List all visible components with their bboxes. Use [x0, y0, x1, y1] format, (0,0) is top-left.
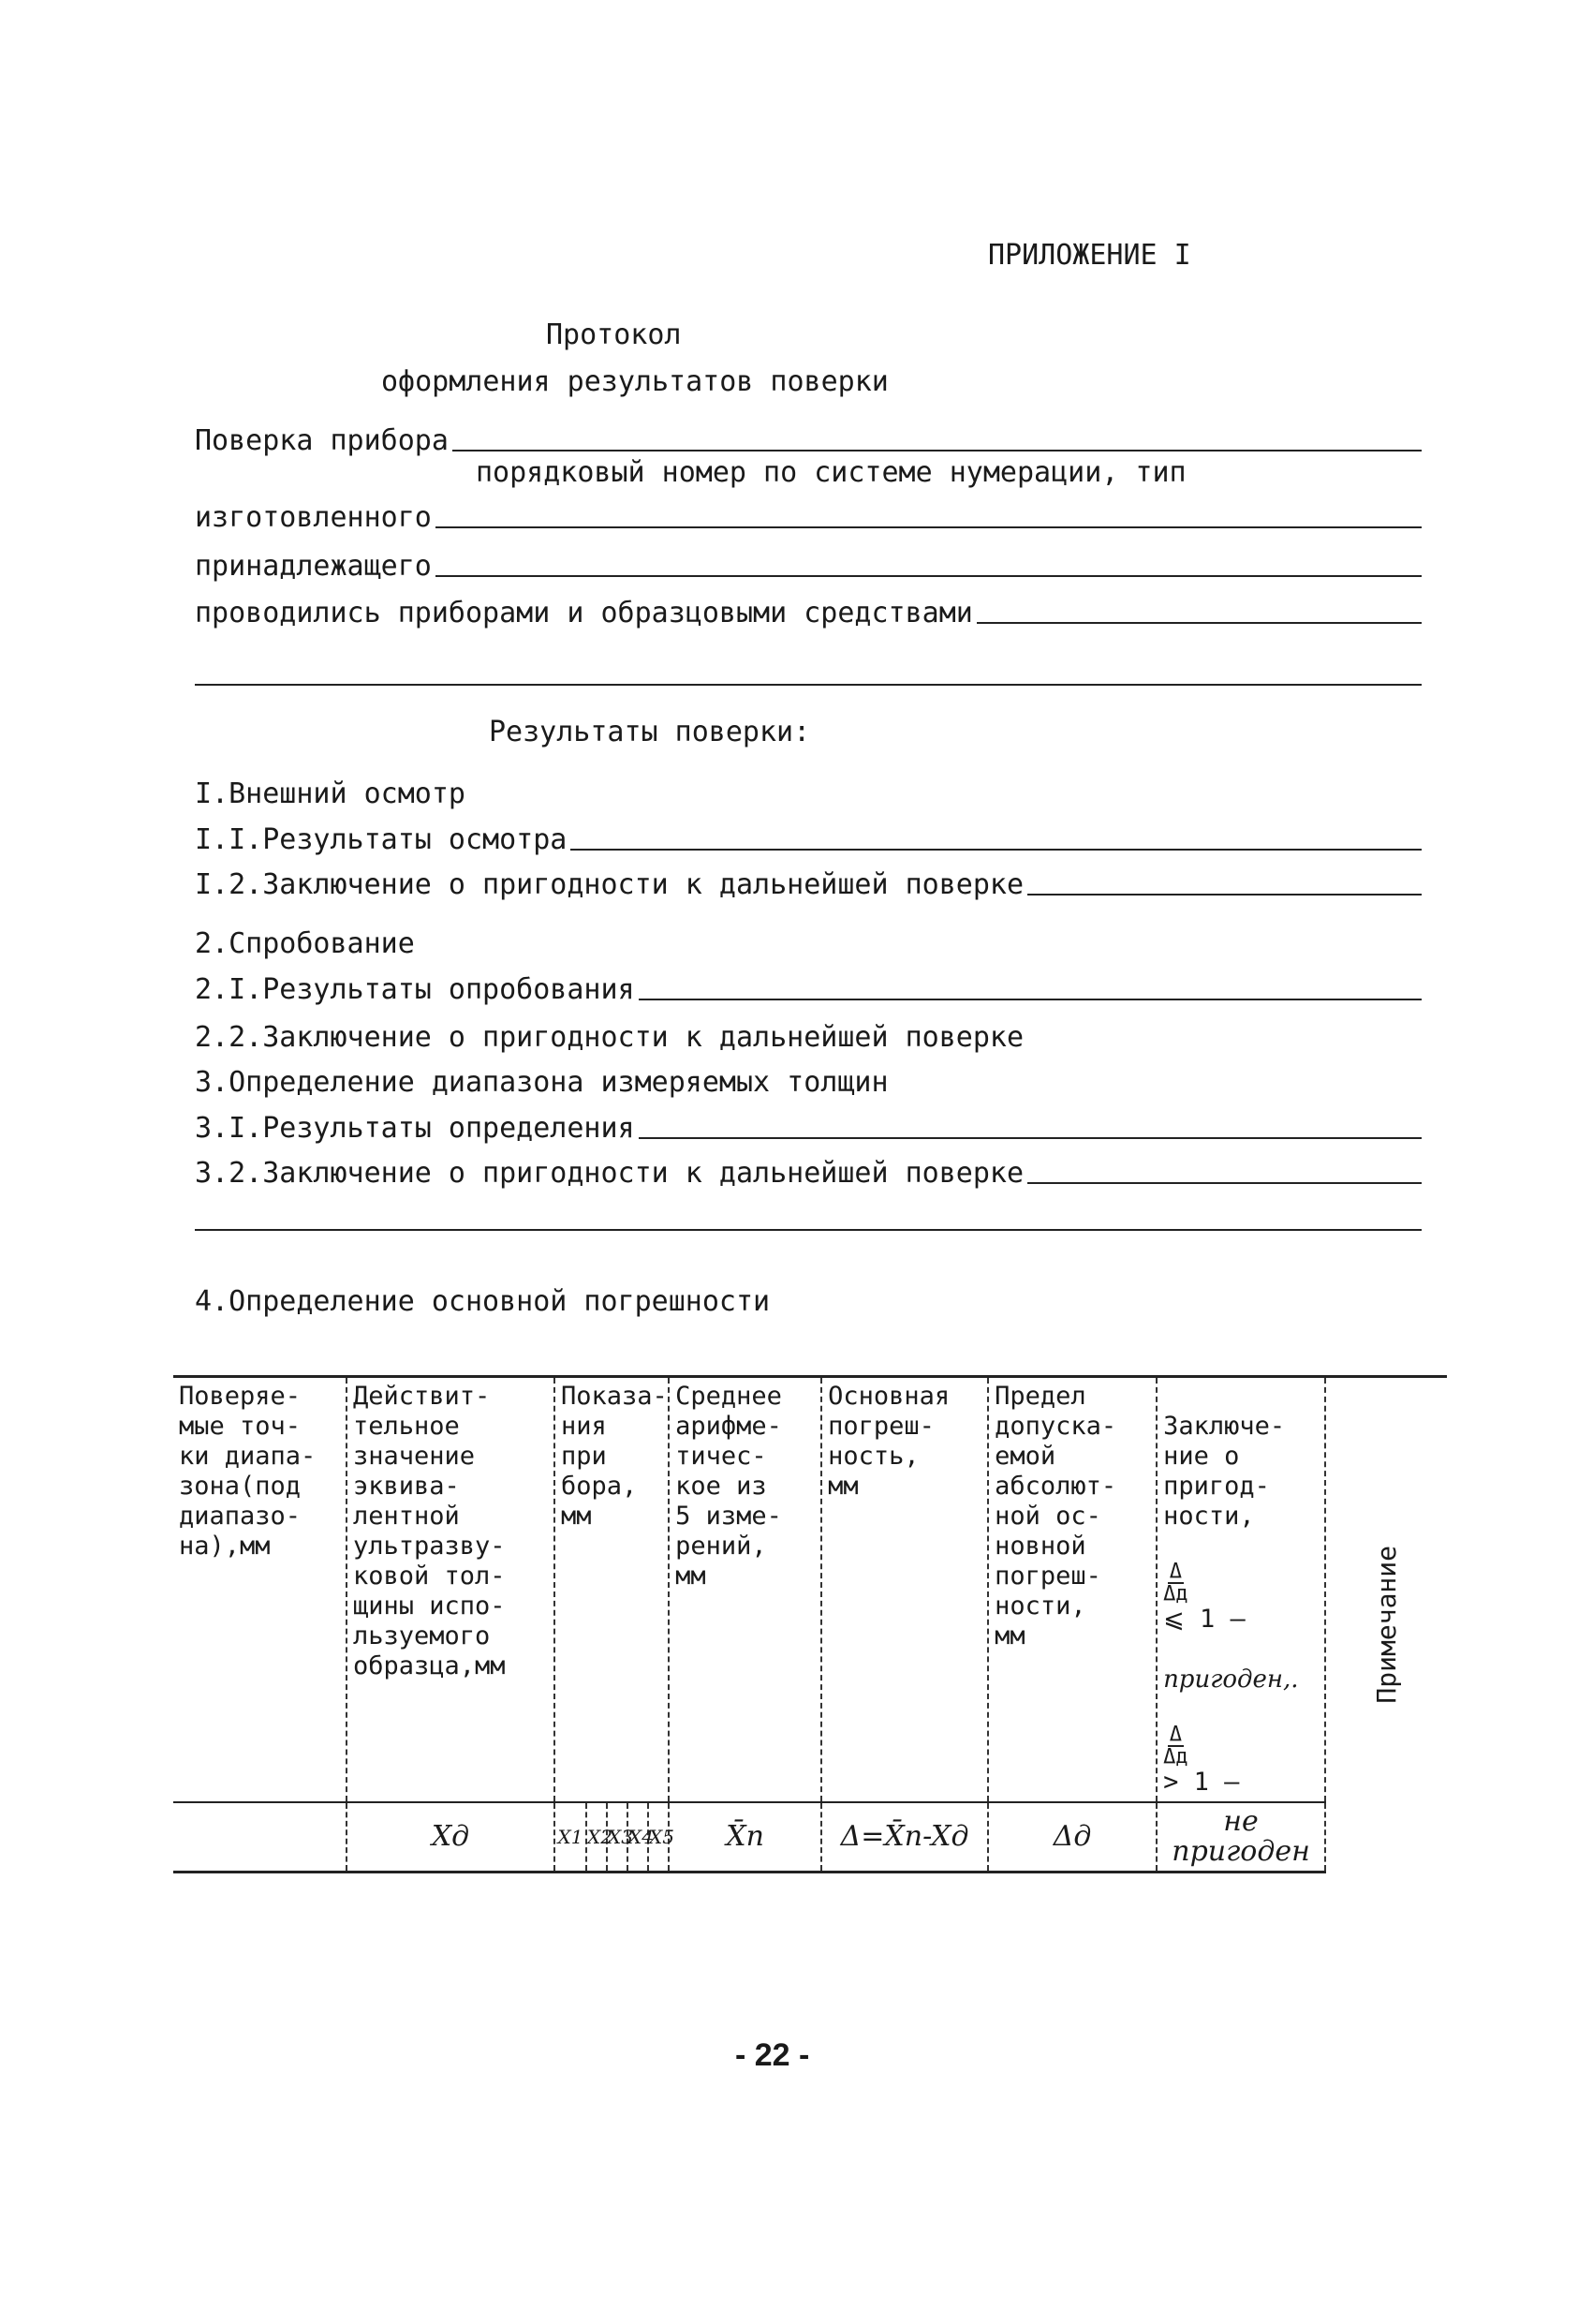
field-manufactured-label: изготовленного [195, 501, 432, 534]
field-verification-hint: порядковый номер по системе нумерации, тип [476, 456, 1187, 489]
header-basic-error: Основная погреш- ность, мм [821, 1377, 988, 1803]
field-belonging-label: принадлежащего [195, 550, 432, 583]
section-2-1-line[interactable] [639, 970, 1422, 1000]
page-number: - 22 - [735, 2037, 810, 2073]
sym-x1: X1 [554, 1802, 586, 1873]
sym-xn: X̄n [669, 1802, 821, 1873]
section-1-1-label: I.I.Результаты осмотра [195, 823, 568, 856]
sym-delta-d: Δд [988, 1802, 1157, 1873]
fraction-delta-ratio-2: $\frac{\Delta}{\Delta д}$ [1163, 1723, 1188, 1769]
field-belonging-line[interactable] [435, 547, 1422, 577]
blank-line-2[interactable] [195, 1229, 1422, 1231]
sym-x2: X2 [586, 1802, 607, 1873]
section-1-2-label: I.2.Заключение о пригодности к дальнейшей поверке [195, 868, 1025, 901]
sym-x4: X4 [627, 1802, 648, 1873]
section-3-1-label: 3.I.Результаты определения [195, 1112, 635, 1145]
field-verification [195, 422, 1422, 457]
section-3-1-line[interactable] [639, 1109, 1422, 1139]
header-note [1325, 1377, 1447, 1873]
section-2-2: 2.2.Заключение о пригодности к дальнейшей поверке [195, 1021, 1025, 1054]
field-manufactured [195, 498, 1422, 534]
section-1-1 [195, 821, 1422, 856]
table-header-row [173, 1377, 1447, 1803]
header-error-limit: Предел допуска- емой абсолют- ной ос- новной погреш- ности, мм [988, 1377, 1157, 1803]
blank-line[interactable] [195, 684, 1422, 686]
section-3-2 [195, 1154, 1422, 1190]
section-3-1 [195, 1109, 1422, 1145]
header-readings: Показа- ния при бора, мм [554, 1377, 669, 1803]
sym-delta: Δ=X̄n-Xд [821, 1802, 988, 1873]
document-subtitle: оформления результатов поверки [381, 365, 889, 398]
section-3-2-line[interactable] [1027, 1154, 1422, 1184]
condition-suitable: ⩽ 1 — [1163, 1605, 1246, 1634]
section-2-1-label: 2.I.Результаты опробования [195, 973, 635, 1006]
sym-empty [173, 1802, 347, 1873]
note-label: Примечание [1370, 1546, 1402, 1705]
field-verification-label: Поверка прибора [195, 424, 449, 457]
field-conducted-label: проводились приборами и образцовыми средствами [195, 597, 973, 629]
header-actual-value: Действит- тельное значение эквива- лентной ультразву- ковой тол- щины испо- льзуемого образца,мм [347, 1377, 554, 1803]
section-3-2-label: 3.2.Заключение о пригодности к дальнейшей поверке [195, 1157, 1025, 1190]
field-conducted [195, 594, 1422, 629]
results-heading: Результаты поверки: [489, 716, 811, 748]
section-1-2-line[interactable] [1027, 866, 1422, 896]
sym-x5: X5 [648, 1802, 669, 1873]
document-title: Протокол [546, 318, 682, 351]
section-1-2 [195, 866, 1422, 901]
section-4: 4.Определение основной погрешности [195, 1285, 771, 1318]
section-2: 2.Спробование [195, 927, 415, 960]
suitable-label: пригоден,. [1163, 1665, 1299, 1694]
header-mean: Среднее арифме- тичес- кое из 5 изме- рений, мм [669, 1377, 821, 1803]
section-1-1-line[interactable] [570, 821, 1422, 851]
error-table [173, 1375, 1447, 1873]
sym-x3: X3 [607, 1802, 627, 1873]
field-conducted-line[interactable] [977, 594, 1422, 624]
condition-unsuitable: > 1 — [1163, 1768, 1240, 1797]
section-3: 3.Определение диапазона измеряемых толщин [195, 1066, 889, 1099]
header-conclusion-text: Заключе- ние о пригод- ности, [1163, 1412, 1286, 1531]
field-verification-line[interactable] [452, 422, 1422, 451]
field-manufactured-line[interactable] [435, 498, 1422, 528]
sym-unsuitable: не пригоден [1157, 1802, 1325, 1873]
header-points: Поверяе- мые точ- ки диапа- зона(под диапазо- на),мм [173, 1377, 347, 1803]
sym-xd: Xд [347, 1802, 554, 1873]
field-belonging [195, 547, 1422, 583]
section-2-1 [195, 970, 1422, 1006]
fraction-delta-ratio: $\frac{\Delta}{\Delta д}$ [1163, 1560, 1188, 1606]
header-conclusion [1157, 1377, 1325, 1803]
appendix-label: ПРИЛОЖЕНИЕ I [988, 239, 1191, 272]
table-symbol-row [173, 1802, 1447, 1873]
section-1: I.Внешний осмотр [195, 777, 465, 810]
